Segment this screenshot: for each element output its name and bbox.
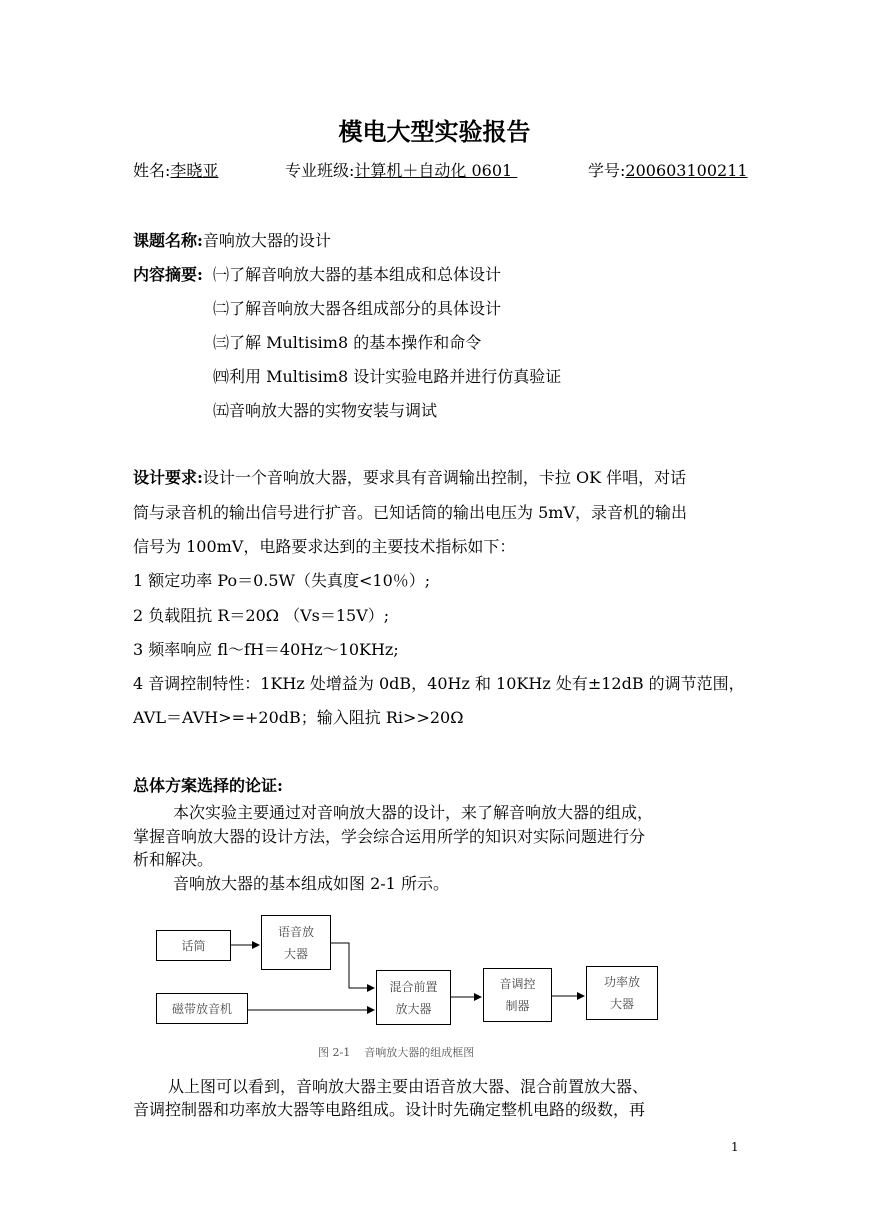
- power-label-1: 功率放: [603, 975, 640, 989]
- voice-to-mix-arrow: [331, 943, 374, 988]
- after-line: 音调控制器和功率放大器等电路组成。设计时先确定整机电路的级数，再: [133, 1100, 646, 1119]
- scheme-line: 音响放大器的基本组成如图 2-1 所示。: [173, 874, 449, 893]
- requirements-label: 设计要求:: [133, 468, 203, 487]
- requirements-line: 3 频率响应 fl～fH＝40Hz～10KHz;: [133, 640, 399, 659]
- requirements-line: 2 负载阻抗 R＝20Ω （Vs＝15V）;: [133, 606, 390, 625]
- scheme-heading: 总体方案选择的论证:: [133, 776, 283, 795]
- requirements-text: 设计一个音响放大器，要求具有音调输出控制，卡拉 OK 伴唱，对话: [202, 468, 687, 487]
- class-value: 计算机＋自动化 0601: [354, 161, 518, 180]
- diagram-box-voice-amp: [261, 915, 331, 970]
- summary-item: ㈢了解 Multisim8 的基本操作和命令: [213, 333, 482, 352]
- requirements-line: AVL＝AVH>=+20dB；输入阻抗 Ri>>20Ω: [133, 708, 464, 727]
- tape-label: 磁带放音机: [171, 1001, 232, 1016]
- diagram-box-tone-control: [483, 968, 552, 1022]
- summary-item: ㈤音响放大器的实物安装与调试: [213, 401, 438, 420]
- summary-label: 内容摘要:: [133, 265, 203, 284]
- figure-caption: 图 2-1 音响放大器的组成框图: [318, 1046, 475, 1059]
- scheme-line: 掌握音响放大器的设计方法，学会综合运用所学的知识对实际问题进行分: [133, 827, 646, 846]
- diagram-box-mic: [156, 930, 231, 961]
- after-line: 从上图可以看到，音响放大器主要由语音放大器、混合前置放大器、: [168, 1077, 649, 1096]
- student-id-label: 学号:: [588, 161, 626, 180]
- diagram-box-tape: [156, 993, 248, 1024]
- class-label: 专业班级:: [285, 161, 355, 180]
- mixer-label-1: 混合前置: [389, 979, 438, 994]
- power-label-2: 大器: [609, 997, 634, 1011]
- tone-label-1: 音调控: [499, 977, 536, 991]
- summary-item: ㈠了解音响放大器的基本组成和总体设计: [213, 265, 502, 284]
- summary-item: ㈡了解音响放大器各组成部分的具体设计: [213, 299, 502, 318]
- summary-item: ㈣利用 Multisim8 设计实验电路并进行仿真验证: [213, 367, 562, 386]
- scheme-line: 析和解决。: [133, 850, 214, 869]
- requirements-line: 4 音调控制特性：1KHz 处增益为 0dB，40Hz 和 10KHz 处有±12dB 的调节范围，: [133, 674, 745, 693]
- name-value: 李晓亚: [170, 161, 219, 180]
- mixer-label-2: 放大器: [395, 1001, 432, 1016]
- topic-label: 课题名称:: [133, 231, 203, 250]
- voice-amp-label-1: 语音放: [277, 924, 314, 939]
- requirements-line: 信号为 100mV，电路要求达到的主要技术指标如下：: [133, 537, 516, 556]
- name-label: 姓名:: [133, 161, 171, 180]
- requirements-line: 筒与录音机的输出信号进行扩音。已知话筒的输出电压为 5mV，录音机的输出: [133, 503, 687, 522]
- requirements-line: 1 额定功率 Po＝0.5W（失真度<10％）;: [133, 571, 431, 590]
- mic-label: 话筒: [181, 938, 206, 953]
- diagram-box-mixer: [376, 970, 451, 1025]
- diagram-box-power-amp: [586, 966, 658, 1020]
- student-id-value: 200603100211: [625, 161, 748, 180]
- scheme-line: 本次实验主要通过对音响放大器的设计，来了解音响放大器的组成，: [173, 803, 654, 822]
- topic-value: 音响放大器的设计: [202, 231, 331, 250]
- page-number: 1: [731, 1140, 739, 1154]
- voice-amp-label-2: 大器: [283, 946, 308, 961]
- page-title: 模电大型实验报告: [338, 117, 531, 146]
- tone-label-2: 制器: [505, 999, 530, 1013]
